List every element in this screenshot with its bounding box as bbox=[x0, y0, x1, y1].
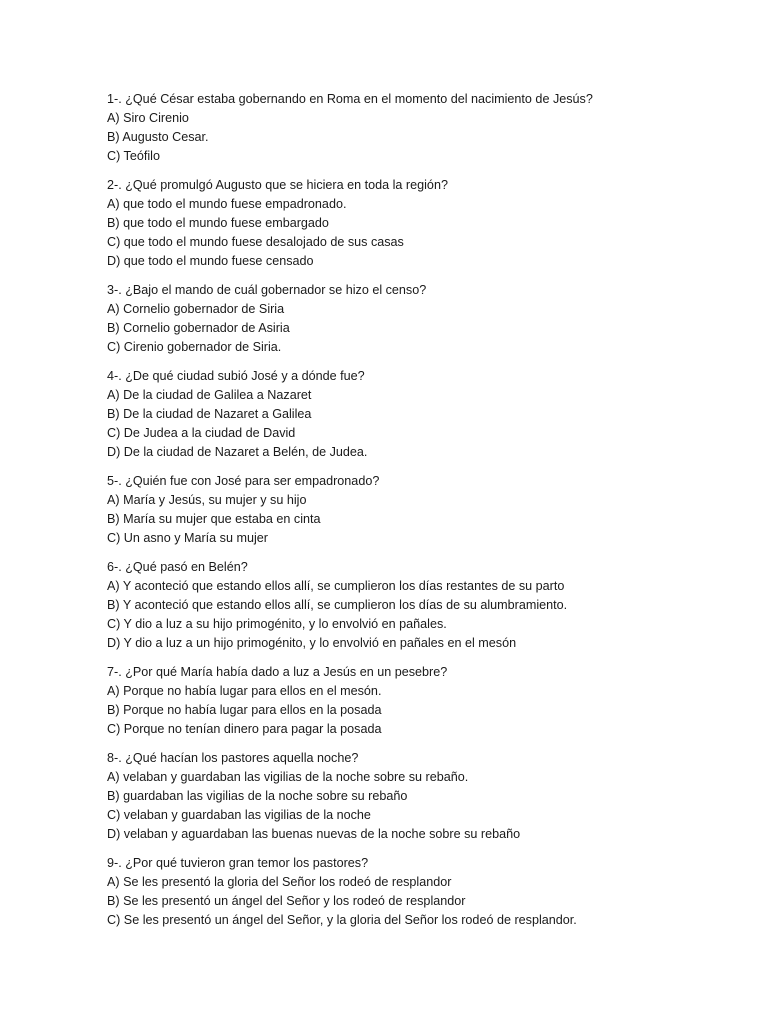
answer-option: B) Augusto Cesar. bbox=[107, 130, 209, 144]
question-5 bbox=[107, 472, 727, 548]
question-1 bbox=[107, 90, 727, 166]
answer-option: C) que todo el mundo fuese desalojado de sus casas bbox=[107, 235, 404, 249]
answer-option: C) Un asno y María su mujer bbox=[107, 531, 268, 545]
answer-option: C) De Judea a la ciudad de David bbox=[107, 426, 296, 440]
question-text: 7-. ¿Por qué María había dado a luz a Jesús en un pesebre? bbox=[107, 665, 448, 679]
question-8 bbox=[107, 749, 727, 844]
question-6 bbox=[107, 558, 727, 653]
answer-option: B) Porque no había lugar para ellos en la posada bbox=[107, 703, 382, 717]
answer-option: D) Y dio a luz a un hijo primogénito, y lo envolvió en pañales en el mesón bbox=[107, 636, 517, 650]
answer-option: B) guardaban las vigilias de la noche sobre su rebaño bbox=[107, 789, 408, 803]
question-text: 6-. ¿Qué pasó en Belén? bbox=[107, 560, 248, 574]
question-text: 9-. ¿Por qué tuvieron gran temor los pastores? bbox=[107, 856, 369, 870]
question-text: 1-. ¿Qué César estaba gobernando en Roma en el momento del nacimiento de Jesús? bbox=[107, 92, 593, 106]
answer-option: B) Se les presentó un ángel del Señor y los rodeó de resplandor bbox=[107, 894, 466, 908]
answer-option: C) Porque no tenían dinero para pagar la posada bbox=[107, 722, 382, 736]
answer-option: C) Se les presentó un ángel del Señor, y la gloria del Señor los rodeó de resplandor. bbox=[107, 913, 577, 927]
answer-option: C) Y dio a luz a su hijo primogénito, y lo envolvió en pañales. bbox=[107, 617, 447, 631]
question-text: 5-. ¿Quién fue con José para ser empadronado? bbox=[107, 474, 380, 488]
answer-option: D) velaban y aguardaban las buenas nuevas de la noche sobre su rebaño bbox=[107, 827, 521, 841]
answer-option: C) Cirenio gobernador de Siria. bbox=[107, 340, 282, 354]
answer-option: B) María su mujer que estaba en cinta bbox=[107, 512, 321, 526]
answer-option: A) Se les presentó la gloria del Señor los rodeó de resplandor bbox=[107, 875, 452, 889]
answer-option: D) De la ciudad de Nazaret a Belén, de Judea. bbox=[107, 445, 368, 459]
question-text: 3-. ¿Bajo el mando de cuál gobernador se hizo el censo? bbox=[107, 283, 427, 297]
answer-option: C) velaban y guardaban las vigilias de la noche bbox=[107, 808, 371, 822]
question-2 bbox=[107, 176, 727, 271]
answer-option: B) que todo el mundo fuese embargado bbox=[107, 216, 329, 230]
answer-option: A) De la ciudad de Galilea a Nazaret bbox=[107, 388, 312, 402]
question-text: 4-. ¿De qué ciudad subió José y a dónde fue? bbox=[107, 369, 365, 383]
answer-option: B) Cornelio gobernador de Asiria bbox=[107, 321, 290, 335]
answer-option: A) Porque no había lugar para ellos en el mesón. bbox=[107, 684, 382, 698]
answer-option: B) De la ciudad de Nazaret a Galilea bbox=[107, 407, 312, 421]
question-text: 2-. ¿Qué promulgó Augusto que se hiciera en toda la región? bbox=[107, 178, 448, 192]
question-4 bbox=[107, 367, 727, 462]
answer-option: C) Teófilo bbox=[107, 149, 160, 163]
question-7 bbox=[107, 663, 727, 739]
question-9 bbox=[107, 854, 727, 930]
answer-option: A) María y Jesús, su mujer y su hijo bbox=[107, 493, 307, 507]
question-text: 8-. ¿Qué hacían los pastores aquella noche? bbox=[107, 751, 359, 765]
question-3 bbox=[107, 281, 727, 357]
answer-option: A) Y aconteció que estando ellos allí, se cumplieron los días restantes de su parto bbox=[107, 579, 565, 593]
quiz-document bbox=[107, 90, 727, 940]
answer-option: A) que todo el mundo fuese empadronado. bbox=[107, 197, 347, 211]
answer-option: A) velaban y guardaban las vigilias de la noche sobre su rebaño. bbox=[107, 770, 469, 784]
answer-option: B) Y aconteció que estando ellos allí, se cumplieron los días de su alumbramiento. bbox=[107, 598, 568, 612]
answer-option: A) Siro Cirenio bbox=[107, 111, 189, 125]
answer-option: D) que todo el mundo fuese censado bbox=[107, 254, 314, 268]
answer-option: A) Cornelio gobernador de Siria bbox=[107, 302, 285, 316]
